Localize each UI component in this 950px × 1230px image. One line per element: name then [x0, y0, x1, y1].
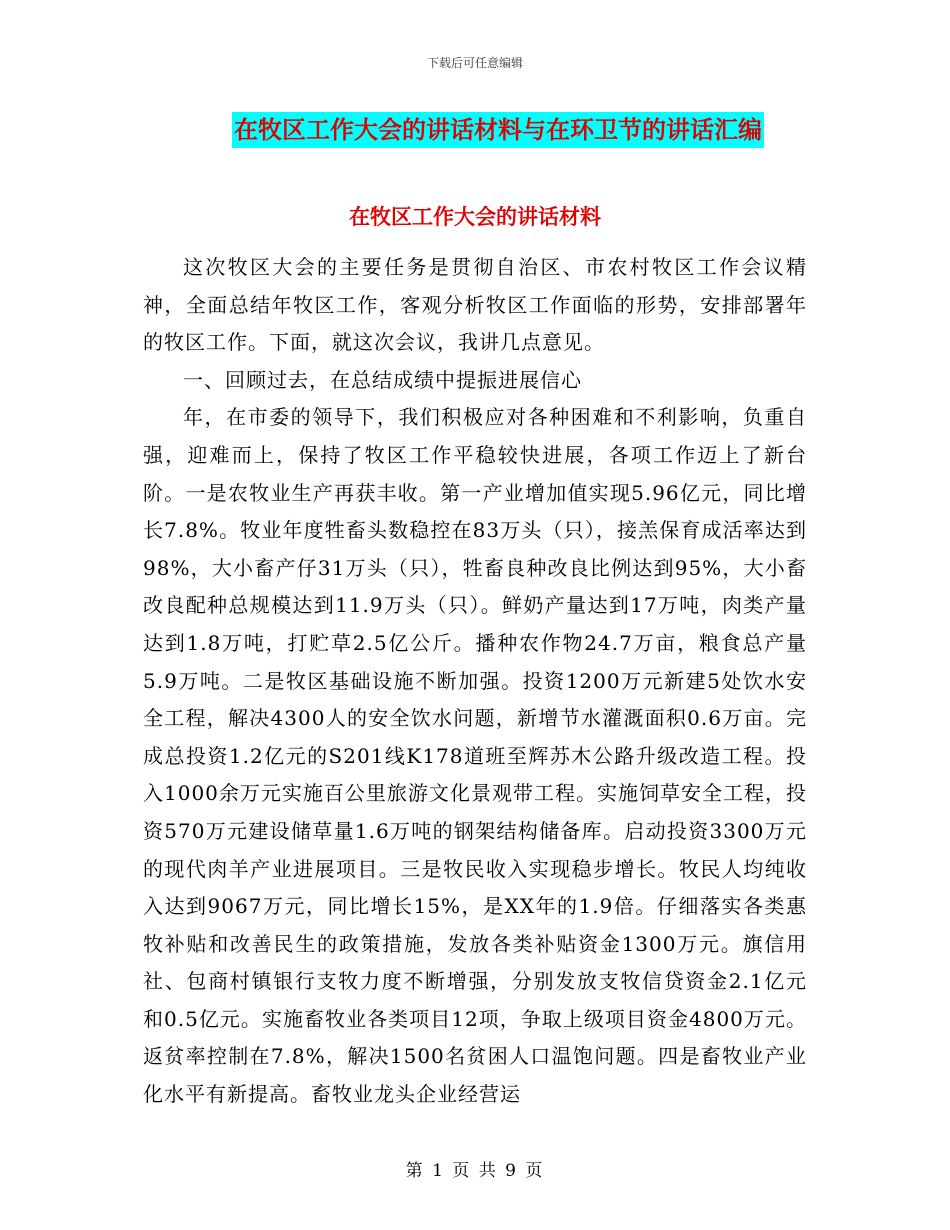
main-title-container	[0, 112, 950, 148]
paragraph-heading-1: 一、回顾过去，在总结成绩中提振进展信心	[183, 367, 582, 392]
page-number: 第 1 页 共 9 页	[405, 1161, 545, 1181]
body-text	[143, 249, 807, 1114]
paragraph-intro: 这次牧区大会的主要任务是贯彻自治区、市农村牧区工作会议精神，全面总结年牧区工作，客观分析牧区工作面临的形势，安排部署年的牧区工作。下面，就这次会议，我讲几点意见。	[143, 255, 807, 355]
paragraph-review: 年，在市委的领导下，我们积极应对各种困难和不利影响，负重自强，迎难而上，保持了牧区工作平稳较快进展，各项工作迈上了新台阶。一是农牧业生产再获丰收。第一产业增加值实现5.96亿元，同比增长7.8%。牧业年度牲畜头数稳控在83万头（只），接羔保育成活率达到98%，大小畜产仔31万头（只），牲畜良种改良比例达到95%，大小畜改良配种总规模达到11.9万头（只）。鲜奶产量达到17万吨，肉类产量达到1.8万吨，打贮草2.5亿公斤。播种农作物24.7万亩，粮食总产量5.9万吨。二是牧区基础设施不断加强。投资1200万元新建5处饮水安全工程，解决4300人的安全饮水问题，新增节水灌溉面积0.6万亩。完成总投资1.2亿元的S201线K178道班至辉苏木公路升级改造工程。投入1000余万元实施百公里旅游文化景观带工程。实施饲草安全工程，投资570万元建设储草量1.6万吨的钢架结构储备库。启动投资3300万元的现代肉羊产业进展项目。三是牧民收入实现稳步增长。牧民人均纯收入达到9067万元，同比增长15%，是XX年的1.9倍。仔细落实各类惠牧补贴和改善民生的政策措施，发放各类补贴资金1300万元。旗信用社、包商村镇银行支牧力度不断增强，分别发放支牧信贷资金2.1亿元和0.5亿元。实施畜牧业各类项目12项，争取上级项目资金4800万元。返贫率控制在7.8%，解决1500名贫困人口温饱问题。四是畜牧业产业化水平有新提高。畜牧业龙头企业经营运	[143, 405, 807, 1107]
section-title: 在牧区工作大会的讲话材料	[349, 205, 601, 229]
header-note: 下载后可任意编辑	[426, 56, 523, 70]
main-title: 在牧区工作大会的讲话材料与在环卫节的讲话汇编	[232, 112, 764, 148]
